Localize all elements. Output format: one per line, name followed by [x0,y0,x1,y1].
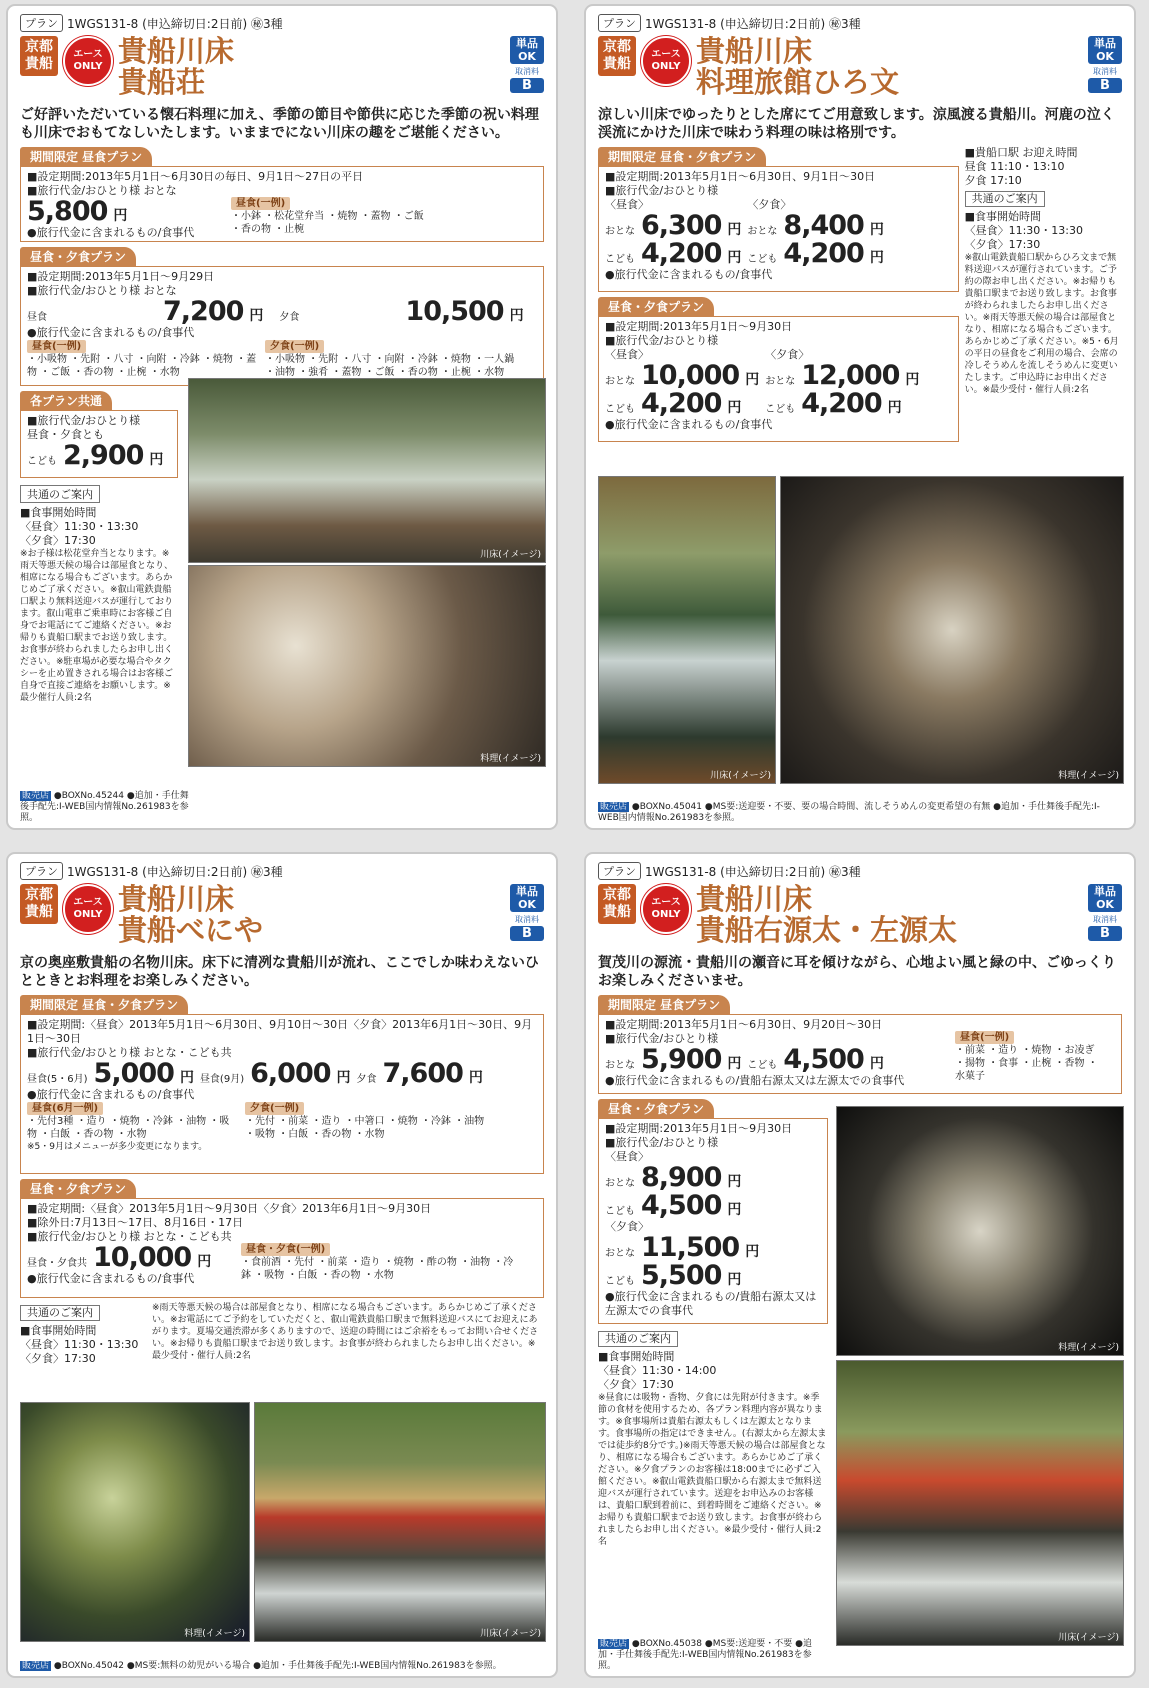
fee-label: ■旅行代金/おひとり様 [605,1136,719,1149]
footer [20,791,190,824]
price-lunch-spring: 5,000 [93,1058,174,1089]
footer-text: ●BOXNo.45041 ●MS要:送迎要・不要、要の場合時間、流しそうめんの変更希望の有無 ●追加・手仕舞後手配先:I-WEB国内情報No.261983を参照。 [598,802,1100,823]
fee-label: ■旅行代金/おひとり様 おとな [27,284,177,297]
cancel-fee-class: B [510,926,544,941]
title-line1: 貴船川床 [696,882,813,916]
cancel-fee-class: B [1088,926,1122,941]
info-lunch: 〈昼食〉11:30・14:00 [598,1364,717,1377]
info-dinner: 〈夕食〉17:30 [964,238,1041,251]
cuisine-photo [780,476,1124,784]
area-badge [20,884,58,924]
adult-label: おとな [605,226,635,237]
lunch-label: 昼食 [27,312,47,323]
plan-band: 期間限定 昼食プラン [598,995,730,1014]
ace-top: エース [73,897,103,908]
dinner-label: 夕食 [356,1074,377,1085]
river-deck-photo [188,378,546,563]
plan-box [20,166,544,242]
lunch-sep-label: 昼食(9月) [199,1074,245,1085]
single-ok: 単品OK [1088,884,1122,912]
info-lunch: 〈昼食〉11:30・13:30 [964,224,1084,237]
price-adult: 5,900 [641,1044,722,1075]
price-child: 4,500 [783,1044,864,1075]
ace-top: エース [73,49,103,60]
exclusion: ■除外日:7月13日～17日、8月16日・17日 [27,1216,244,1229]
plan-band: 各プラン共通 [20,391,112,410]
area-line1: 京都 [25,39,53,55]
title-line2: 貴船べにや [118,913,264,947]
title-line1: 貴船川床 [696,34,813,68]
single-ok: 単品OK [510,36,544,64]
yen: 円 [745,372,760,388]
title-line2: 貴船右源太・左源太 [696,913,958,947]
card-hirobun [584,4,1136,830]
plan-band: 昼食・夕食プラン [20,1179,136,1198]
single-ok-badge [1088,36,1122,93]
yen: 円 [149,452,164,468]
photo-caption: 料理(イメージ) [480,754,541,764]
plan-band: 期間限定 昼食・夕食プラン [598,147,766,166]
single-ok-badge [1088,884,1122,941]
child-label: こども [765,404,796,415]
adult-label: おとな [605,376,635,387]
card-kifuneso [6,4,558,830]
yen: 円 [336,1070,351,1086]
plan-code: 1WGS131-8 (申込締切日:2日前) ㊙3種 [645,16,861,31]
photo-caption: 川床(イメージ) [710,771,771,781]
price-dinner-child: 5,500 [641,1260,722,1291]
info-dinner: 〈夕食〉17:30 [20,1352,96,1365]
river-deck-photo [598,476,776,784]
footer-text: ●BOXNo.45042 ●MS要:無料の幼児がいる場合 ●追加・手仕舞後手配先:I-WEB国内情報No.261983を参照。 [53,1661,502,1671]
ace-only-badge [63,884,113,934]
cancel-fee-label: 取消料 [1093,915,1117,924]
ace-bottom: ONLY [73,61,103,72]
ace-only-badge [63,36,113,86]
includes-note: ●旅行代金に含まれるもの/貴船右源太又は左源太での食事代 [605,1290,817,1317]
both-meal-label: 昼食・夕食共 [27,1258,87,1269]
price-dinner-child: 4,200 [783,238,864,269]
shop-tag: 販売店 [600,802,628,812]
menu-list: ・小吸物 ・先附 ・八寸 ・向附 ・冷鉢 ・焼物 ・一人鍋 ・油物 ・強肴 ・蓋物 ・ご飯 ・香の物 ・止椀 ・水物 [265,354,515,378]
plan-box [598,316,959,442]
notes: ※お子様は松花堂弁当となります。※雨天等悪天候の場合は部屋食となり、相席になる場合もございます。あらかじめご了承ください。※叡山電鉄貴船口駅より無料送迎バスが運行しております。叡山電車ご乗車時にお客様ご自身でお電話にてご連絡ください。※お帰りも貴船口駅までお送り致します。お食事が終わられましたらお申し出ください。※駐車場が必要な場合やタクシーを止め置きされる場合はお客様ご自身で直接ご連絡をお願いします。※最少催行人員:2名 [20,549,174,703]
child-label: こども [605,404,635,415]
area-line1: 京都 [25,887,53,903]
info-title: 共通のご案内 [965,191,1045,207]
lunch-label: 〈昼食〉 [605,198,649,211]
info-start: ■食事開始時間 [20,506,97,519]
cancel-fee-label: 取消料 [515,67,539,76]
period: ■設定期間:2013年5月1日～9月30日 [605,320,793,333]
plan-box [20,410,178,478]
photo-caption: 川床(イメージ) [480,1629,541,1639]
plan-tag: プラン [20,862,63,880]
price: 2,900 [63,440,144,471]
area-line2: 貴船 [25,56,53,72]
lead-text: 涼しい川床でゆったりとした席にてご用意致します。涼風渡る貴船川。河鹿の泣く渓流にかけた川床で味わう料理の味は格別です。 [598,107,1115,141]
footer-text: ●BOXNo.45244 ●追加・手仕舞後手配先:I-WEB国内情報No.261983を参照。 [20,791,189,823]
menu-list: ・小鉢 ・松花堂弁当 ・焼物 ・蓋物 ・ご飯 ・香の物 ・止椀 [231,211,424,235]
photo-caption: 料理(イメージ) [1058,1343,1119,1353]
title [118,884,263,946]
yen: 円 [509,308,524,324]
price: 10,000 [93,1242,192,1273]
period: ■設定期間:〈昼食〉2013年5月1日～6月30日、9月10日～30日〈夕食〉2013年6月1日～30日、9月1日～30日 [27,1018,533,1045]
title-line1: 貴船川床 [118,34,235,68]
lunch-label: 〈昼食〉 [605,348,649,361]
period: ■設定期間:2013年5月1日～9月29日 [27,270,215,283]
yen: 円 [113,208,128,224]
child-label: こども [747,1060,778,1071]
single-ok: 単品OK [510,884,544,912]
notes: ※叡山電鉄貴船口駅からひろ文まで無料送迎バスが運行されています。ご予約の際お申し出ください。※お帰りも貴船口駅までお送り致します。お食事が終わられましたらお申し出ください。※雨天等悪天候の場合は部屋食となり、相席になる場合もございます。あらかじめご了承ください。※5・6月の平日の昼食をご利用の場合、会席の冷しそうめんを流しそうめんに変更いたします。ご申込時にお申出ください。※最少受付・催行人員:2名 [964,253,1119,395]
side-info [965,146,1122,446]
price-dinner-adult: 8,400 [783,210,864,241]
pickup-title: ■貴船口駅 お迎え時間 [964,146,1078,159]
plan-band: 期間限定 昼食プラン [20,147,152,166]
adult-label: おとな [605,1178,635,1189]
menu-list: ・先付 ・前菜 ・造り ・中箸口 ・焼物 ・冷鉢 ・油物 ・吸物 ・白飯 ・香の物 ・水物 [245,1116,485,1140]
yen: 円 [468,1070,483,1086]
plan-tag: プラン [20,14,63,32]
ace-bottom: ONLY [651,61,681,72]
fee-label: ■旅行代金/おひとり様 おとな・こども共 [27,1046,232,1059]
plan-box [598,1014,1122,1094]
title-block [20,884,544,948]
dinner-label: 〈夕食〉 [765,348,810,361]
info-dinner: 〈夕食〉17:30 [598,1378,674,1391]
shop-tag: 販売店 [22,791,50,801]
plan-tag: プラン [598,14,641,32]
adult-label: おとな [605,1248,635,1259]
menu-tag: 昼食(一例) [27,340,86,353]
cuisine-photo [20,1402,250,1642]
card-beniya [6,852,558,1678]
yen: 円 [727,250,742,266]
lead-text: 京の奥座敷貴船の名物川床。床下に清冽な貴船川が流れ、ここでしか味わえないひとときとお料理をお楽しみください。 [20,955,539,989]
plan-header [20,14,544,32]
area-badge [20,36,58,76]
fee-label: ■旅行代金/おひとり様 [605,184,719,197]
plan-band: 昼食・夕食プラン [598,1099,714,1118]
info-title: 共通のご案内 [598,1331,678,1347]
price-lunch: 7,200 [163,296,244,327]
common-info [20,482,178,704]
adult-label: おとな [765,376,796,387]
includes-note: ●旅行代金に含まれるもの/食事代 [605,418,773,431]
plan-band: 昼食・夕食プラン [20,247,136,266]
period: ■設定期間:2013年5月1日～9月30日 [605,1122,793,1135]
includes-note: ●旅行代金に含まれるもの/食事代 [605,268,773,281]
title [118,36,234,98]
ace-bottom: ONLY [651,909,681,920]
river-deck-photo [254,1402,546,1642]
yen: 円 [905,372,920,388]
yen: 円 [727,1202,742,1218]
child-label: こども [605,1276,635,1287]
period: ■設定期間:〈昼食〉2013年5月1日～9月30日〈夕食〉2013年6月1日～9月30日 [27,1202,432,1215]
single-ok-badge [510,36,544,93]
cancel-fee-class: B [510,78,544,93]
fee-label: ■旅行代金/おひとり様 おとな・こども共 [27,1230,232,1243]
menu-list: ・小吸物 ・先附 ・八寸 ・向附 ・冷鉢 ・焼物 ・蓋物 ・ご飯 ・香の物 ・止椀 ・水物 [27,354,257,378]
yen: 円 [727,1174,742,1190]
period: ■設定期間:2013年5月1日～6月30日の毎日、9月1日～27日の平日 [27,170,364,183]
yen: 円 [745,1244,760,1260]
area-line1: 京都 [603,887,631,903]
yen: 円 [887,400,902,416]
menu-tag: 夕食(一例) [265,340,324,353]
dinner-label: 夕食 [279,312,300,323]
yen: 円 [869,222,884,238]
title [696,884,957,946]
period: ■設定期間:2013年5月1日～6月30日、9月20日～30日 [605,1018,883,1031]
shop-tag: 販売店 [22,1661,50,1671]
plan-box [598,166,959,292]
footer [598,1639,828,1672]
price-lunch-adult: 6,300 [641,210,722,241]
info-title: 共通のご案内 [20,1305,100,1321]
menu-tag: 昼食(一例) [955,1031,1014,1044]
area-line2: 貴船 [603,56,631,72]
price-lunch-adult: 8,900 [641,1162,722,1193]
lead-text: ご好評いただいている懐石料理に加え、季節の節目や節供に応じた季節の祝い料理も川床でおもてなしいたします。いままでにない川床の趣をご堪能ください。 [20,107,539,141]
plan-box [20,266,544,386]
area-badge [598,36,636,76]
yen: 円 [249,308,264,324]
yen: 円 [727,222,742,238]
notes: ※雨天等悪天候の場合は部屋食となり、相席になる場合もございます。あらかじめご了承ください。※お電話にてご予約をしていただくと、叡山電鉄貴船口駅まで無料送迎バスにてお迎えにあがります。夏場交通渋滞が多くありますので、送迎の時間にはご余裕をもってお問い合せください。※お帰りも貴船口駅までお送り致します。お食事が終わられましたらお申し出ください。※最少受付・催行人員:2名 [152,1303,539,1361]
menu-tag: 昼食・夕食(一例) [241,1243,330,1256]
includes-note: ●旅行代金に含まれるもの/食事代 [27,226,195,239]
price-lunch-child: 4,500 [641,1190,722,1221]
menu-note: ※5・9月はメニューが多少変更になります。 [27,1142,208,1152]
menu-tag: 夕食(一例) [245,1102,304,1115]
cancel-fee-label: 取消料 [515,915,539,924]
title-block [598,884,1122,948]
dinner-label: 〈夕食〉 [605,1220,649,1233]
adult-label: おとな [605,1060,635,1071]
price: 5,800 [27,196,108,227]
plan-band: 昼食・夕食プラン [598,297,714,316]
ace-top: エース [651,897,681,908]
child-label: こども [27,456,57,467]
plan-header [20,862,544,880]
plan-header [598,14,1122,32]
includes-note: ●旅行代金に含まれるもの/食事代 [27,1088,195,1101]
period: ■設定期間:2013年5月1日～6月30日、9月1日～30日 [605,170,876,183]
plan-code: 1WGS131-8 (申込締切日:2日前) ㊙3種 [67,16,283,31]
adult-label: おとな [747,226,778,237]
ace-bottom: ONLY [73,909,103,920]
title-block [598,36,1122,100]
menu-tag: 昼食(6月一例) [27,1102,103,1115]
child-label: こども [747,254,778,265]
plan-box [20,1198,544,1298]
title-line1: 貴船川床 [118,882,235,916]
menu-tag: 昼食(一例) [231,197,290,210]
area-badge [598,884,636,924]
child-label: こども [605,254,635,265]
menu-list: ・食前酒 ・先付 ・前菜 ・造り ・焼物 ・酢の物 ・油物 ・冷鉢 ・吸物 ・白飯 ・香の物 ・水物 [241,1257,514,1281]
cancel-fee-label: 取消料 [1093,67,1117,76]
price-dinner-adult: 11,500 [641,1232,740,1263]
plan-code: 1WGS131-8 (申込締切日:2日前) ㊙3種 [645,864,861,879]
single-ok-badge [510,884,544,941]
info-title: 共通のご案内 [20,485,100,503]
menu-list: ・先付3種 ・造り ・焼物 ・冷鉢 ・油物 ・吸物 ・白飯 ・香の物 ・水物 [27,1116,230,1140]
ace-only-badge [641,884,691,934]
child-label: こども [605,1206,635,1217]
info-dinner: 〈夕食〉17:30 [20,534,96,547]
price-dinner: 10,500 [405,296,504,327]
info-start: ■食事開始時間 [20,1324,97,1337]
plan-box [598,1118,828,1324]
notes: ※昼食には吸物・香物、夕食には先附が付きます。※季節の食材を使用するため、各プラン料理内容が異なります。※食事場所は貴船右源太もしくは左源太となります。食事場所の指定はできません。(右源太から左源太までは徒歩約8分です。)※雨天等悪天候の場合は部屋食となり、相席になる場合もございます。あらかじめご了承ください。※夕食プランのお客様は18:00までに必ずご入館ください。※叡山電鉄貴船口駅から右源太まで無料送迎バスが運行されています。送迎をお申込みのお客様は、貴船口駅到着前に、到着時間をご連絡ください。※お帰りも貴船口駅までお送り致します。お食事が終わられましたらお申し出ください。※最少受付・催行人員:2名 [598,1393,827,1547]
footer [598,802,1118,824]
price-dinner-adult: 12,000 [801,360,900,391]
card-ugenta-sagenta [584,852,1136,1678]
lunch-spring-label: 昼食(5・6月) [27,1074,88,1085]
price-dinner-child: 4,200 [801,388,882,419]
area-line1: 京都 [603,39,631,55]
ace-only-badge [641,36,691,86]
fee-label: ■旅行代金/おひとり様 おとな [27,184,177,197]
shop-tag: 販売店 [600,1639,628,1649]
info-lunch: 〈昼食〉11:30・13:30 [20,1338,139,1351]
price-lunch-child: 4,200 [641,238,722,269]
photo-caption: 料理(イメージ) [184,1629,245,1639]
info-start: ■食事開始時間 [964,210,1042,223]
menu-list: ・前菜 ・造り ・焼物 ・お凌ぎ ・揚物 ・食事 ・止椀 ・香物 ・水菓子 [955,1045,1098,1082]
plan-tag: プラン [598,862,641,880]
photo-caption: 料理(イメージ) [1058,771,1119,781]
title [696,36,899,98]
plan-code: 1WGS131-8 (申込締切日:2日前) ㊙3種 [67,864,283,879]
title-line2: 貴船荘 [118,65,206,99]
cancel-fee-class: B [1088,78,1122,93]
title-block [20,36,544,100]
info-lunch: 〈昼食〉11:30・13:30 [20,520,139,533]
dinner-label: 〈夕食〉 [747,198,792,211]
plan-box [20,1014,544,1174]
price-lunch-sep: 6,000 [250,1058,331,1089]
fee-label: ■旅行代金/おひとり様 [605,1032,719,1045]
price-lunch-child: 4,200 [641,388,722,419]
lunch-label: 〈昼食〉 [605,1150,649,1163]
yen: 円 [869,250,884,266]
includes-note: ●旅行代金に含まれるもの/貴船右源太又は左源太での食事代 [605,1074,905,1087]
pickup-dinner: 夕食 17:10 [964,174,1022,187]
footer-text: ●BOXNo.45038 ●MS要:送迎要・不要 ●追加・手仕舞後手配先:I-WEB国内情報No.261983を参照。 [598,1639,812,1671]
includes-note: ●旅行代金に含まれるもの/食事代 [27,1272,195,1285]
area-line2: 貴船 [603,904,631,920]
cuisine-photo [836,1106,1124,1356]
river-deck-photo [836,1360,1124,1646]
yen: 円 [197,1254,212,1270]
yen: 円 [179,1070,194,1086]
price-lunch-adult: 10,000 [641,360,740,391]
ace-top: エース [651,49,681,60]
info-start: ■食事開始時間 [598,1350,675,1363]
plan-header [598,862,1122,880]
area-line2: 貴船 [25,904,53,920]
lead-text: 賀茂川の源流・貴船川の瀬音に耳を傾けながら、心地よい風と緑の中、ごゆっくりお楽しみくださいませ。 [598,955,1116,989]
includes-note: ●旅行代金に含まれるもの/食事代 [27,326,195,339]
photo-caption: 川床(イメージ) [480,550,541,560]
fee-label: ■旅行代金/おひとり様 [27,414,141,427]
yen: 円 [869,1056,884,1072]
single-ok: 単品OK [1088,36,1122,64]
yen: 円 [727,1056,742,1072]
yen: 円 [727,1272,742,1288]
title-line2: 料理旅館ひろ文 [696,65,900,99]
fee-label: ■旅行代金/おひとり様 [605,334,719,347]
price-dinner: 7,600 [382,1058,463,1089]
photo-caption: 川床(イメージ) [1058,1633,1119,1643]
footer [20,1661,540,1672]
pickup-lunch: 昼食 11:10・13:10 [964,160,1065,173]
cuisine-photo [188,565,546,767]
yen: 円 [727,400,742,416]
fee-sub: 昼食・夕食とも [27,428,104,441]
plan-band: 期間限定 昼食・夕食プラン [20,995,188,1014]
